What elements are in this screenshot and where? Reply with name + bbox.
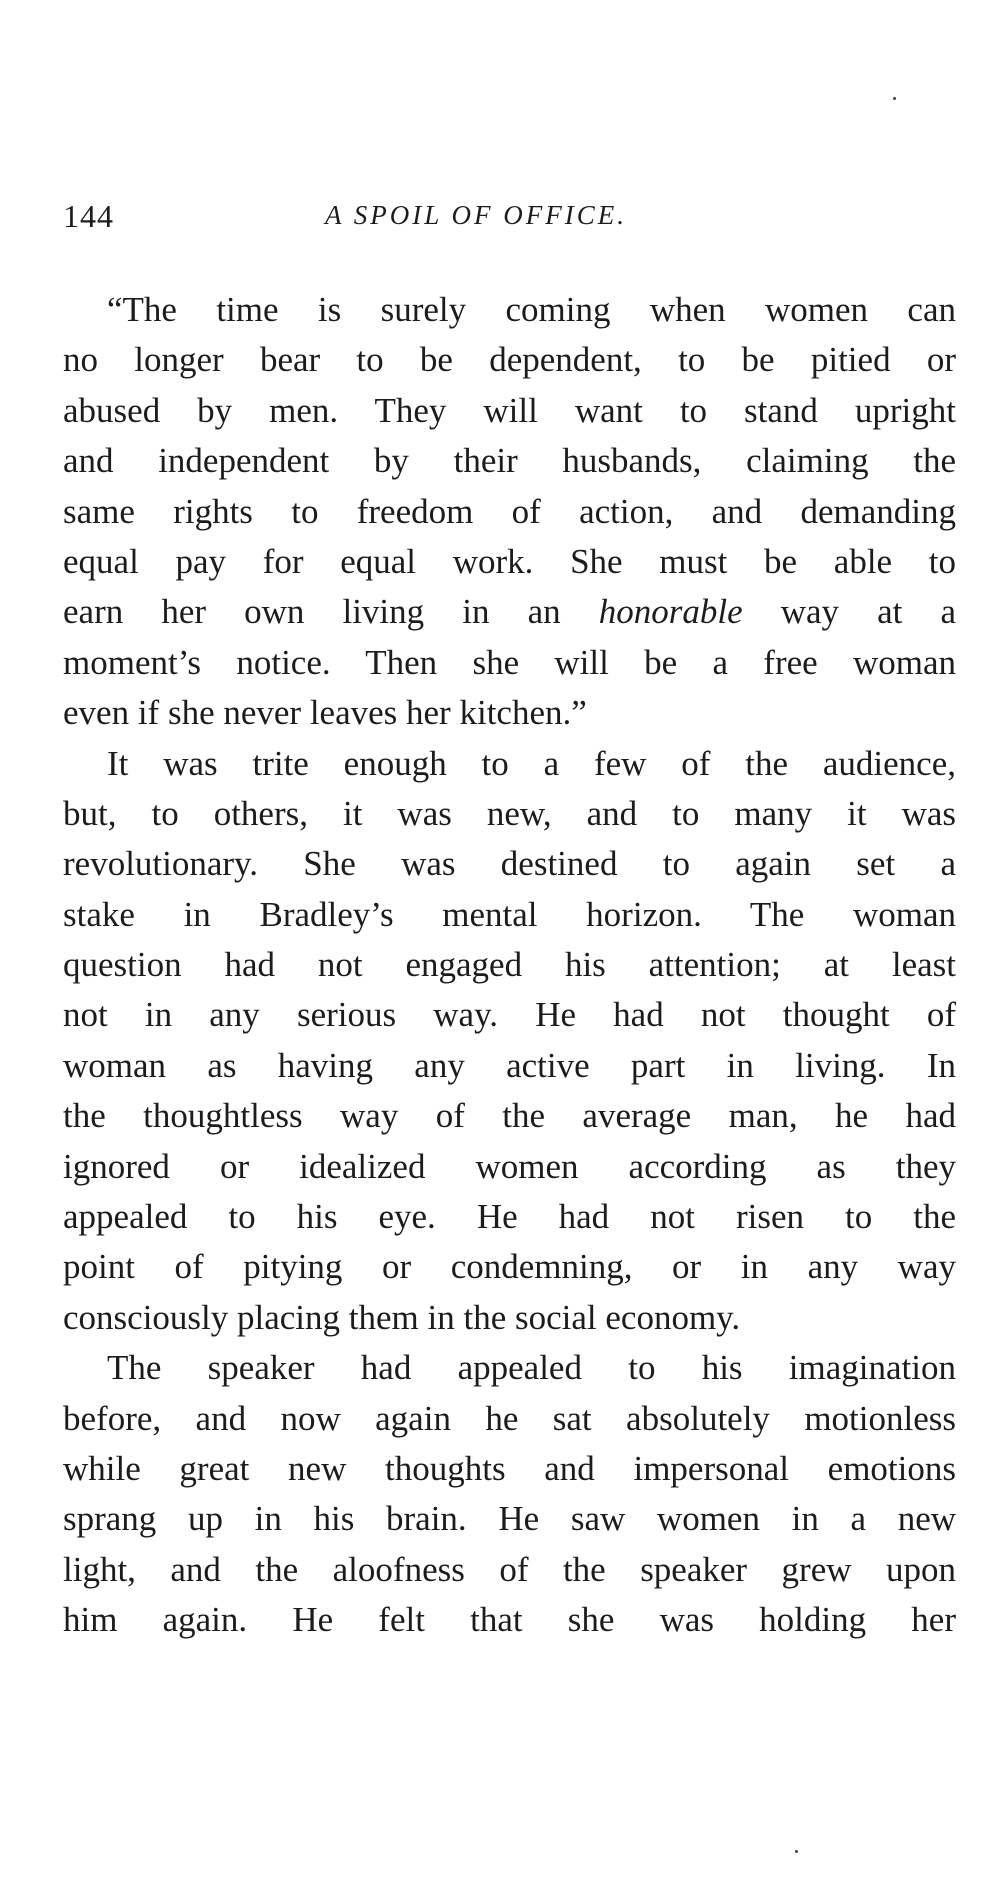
page-number: 144 [63,198,114,234]
text-segment: way at a [780,592,957,632]
text-line: sprang up in his brain. He saw women in a new [63,1499,956,1539]
text-line: and independent by their husbands, claiming the [63,441,956,481]
text-line: equal pay for equal work. She must be able to [63,541,956,581]
emphasized-word: honorable [598,592,743,632]
text-line: not in any serious way. He had not thought of [63,995,956,1035]
text-line: the thoughtless way of the average man, he had [63,1096,956,1136]
text-line: It was trite enough to a few of the audience, [107,743,956,783]
text-line: light, and the aloofness of the speaker grew upon [63,1549,956,1589]
text-line: question had not engaged his attention; at least [63,945,956,985]
text-segment: earn her own living in an [63,592,561,632]
text-line: same rights to freedom of action, and demanding [63,491,956,531]
text-line: point of pitying or condemning, or in any way [63,1247,956,1287]
page-header [63,198,956,244]
ink-speck [893,97,896,100]
text-line: The speaker had appealed to his imagination [107,1348,956,1388]
text-line: consciously placing them in the social economy. [63,1297,741,1337]
text-line: “The time is surely coming when women can [107,290,956,329]
text-line: appealed to his eye. He had not risen to the [63,1197,956,1237]
text-line: even if she never leaves her kitchen.” [63,693,587,733]
text-line-mixed [63,587,956,637]
text-line: moment’s notice. Then she will be a free woman [63,642,956,682]
text-line: but, to others, it was new, and to many it was [63,793,956,833]
text-line: stake in Bradley’s mental horizon. The woman [63,894,956,934]
text-line: ignored or idealized women according as they [63,1146,956,1186]
text-line: while great new thoughts and impersonal emotions [63,1448,956,1488]
text-line: no longer bear to be dependent, to be pitied or [63,340,956,380]
text-line: him again. He felt that she was holding her [63,1600,956,1640]
text-line: woman as having any active part in living. In [63,1045,956,1085]
running-title: A SPOIL OF OFFICE. [325,200,627,230]
text-line: revolutionary. She was destined to again set a [63,844,956,884]
text-line: before, and now again he sat absolutely motionless [63,1398,956,1438]
body-text [63,285,956,1646]
ink-speck [795,1850,798,1853]
text-line: abused by men. They will want to stand upright [63,390,956,430]
